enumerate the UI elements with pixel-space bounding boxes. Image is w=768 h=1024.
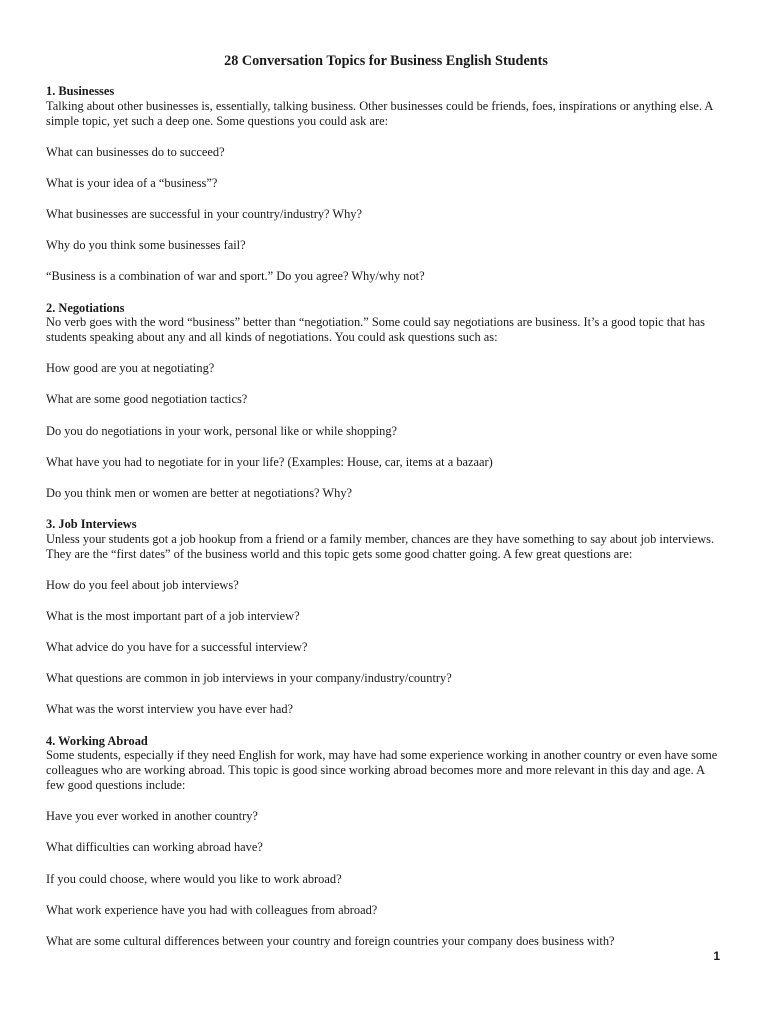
document-content [46,52,726,965]
question-list [46,145,726,285]
section-job-interviews [46,517,726,717]
question-item: How good are you at negotiating? [46,361,215,376]
question-item: What questions are common in job interviews in your company/industry/country? [46,671,452,686]
question-item: What can businesses do to succeed? [46,144,225,159]
section-intro: Talking about other businesses is, essentially, talking business. Other businesses could be friends, foes, inspirations or anything else. A simple topic, yet such a deep one. Some questions you could ask are: [46,98,713,128]
section-heading: 2. Negotiations [46,300,125,315]
section-intro: Unless your students got a job hookup from a friend or a family member, chances are they have something to say about job interviews. They are the “first dates” of the business world and this topic gets some good chatter going. A few great questions are: [46,531,715,561]
question-list [46,578,726,718]
question-item: Do you do negotiations in your work, personal like or while shopping? [46,423,398,438]
question-item: What was the worst interview you have ever had? [46,702,294,717]
question-item: What are some good negotiation tactics? [46,392,248,407]
question-item: What is your idea of a “business”? [46,175,218,190]
question-list [46,809,726,949]
question-list [46,361,726,501]
question-item: Why do you think some businesses fail? [46,238,246,253]
section-heading: 3. Job Interviews [46,517,137,532]
section-negotiations [46,301,726,501]
question-item: “Business is a combination of war and sport.” Do you agree? Why/why not? [46,269,425,284]
section-intro: No verb goes with the word “business” better than “negotiation.” Some could say negotiations are business. It’s a good topic that has students speaking about any and all kinds of negotiations. You could ask questions such as: [46,315,705,345]
document-title: 28 Conversation Topics for Business English Students [224,53,548,69]
page-number: 1 [713,949,720,963]
question-item: Do you think men or women are better at negotiations? Why? [46,485,353,500]
section-businesses [46,84,726,284]
question-item: If you could choose, where would you like to work abroad? [46,871,342,886]
question-item: What work experience have you had with colleagues from abroad? [46,902,378,917]
question-item: What is the most important part of a job interview? [46,608,300,623]
section-working-abroad [46,734,726,949]
question-item: What businesses are successful in your country/industry? Why? [46,206,362,221]
question-item: What are some cultural differences between your country and foreign countries your company does business with? [46,933,615,948]
section-intro: Some students, especially if they need English for work, may have had some experience working in another country or even have some colleagues who are working abroad. This topic is good since working abroad becomes more and more relevant in this day and age. A few good questions include: [46,748,718,793]
question-item: Have you ever worked in another country? [46,809,258,824]
question-item: How do you feel about job interviews? [46,577,239,592]
question-item: What difficulties can working abroad have? [46,840,263,855]
section-heading: 1. Businesses [46,84,115,98]
section-heading: 4. Working Abroad [46,733,148,748]
question-item: What have you had to negotiate for in your life? (Examples: House, car, items at a bazaar) [46,454,493,469]
question-item: What advice do you have for a successful interview? [46,640,308,655]
